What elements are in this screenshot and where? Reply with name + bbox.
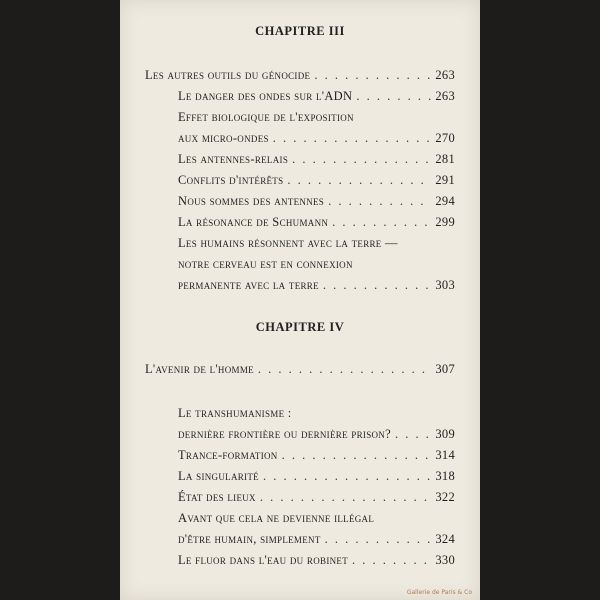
book-page: [120, 0, 480, 600]
toc-entry-title: État des lieux: [178, 490, 256, 504]
toc-entry-title: Les autres outils du génocide: [145, 68, 311, 82]
chapter-iii-heading: CHAPITRE III: [255, 24, 345, 38]
toc-entry: [178, 553, 455, 571]
toc-entry: [178, 257, 455, 275]
toc-entry-title: La singularité: [178, 469, 259, 483]
leader-dots: [325, 532, 432, 547]
toc-entry-page: 291: [435, 173, 455, 187]
toc-entry-title: Nous sommes des antennes: [178, 194, 325, 208]
toc-entry-title: Le fluor dans l'eau du robinet: [178, 553, 349, 567]
toc-entry: [145, 68, 455, 86]
leader-dots: [314, 68, 431, 83]
toc-entry: [178, 89, 455, 107]
leader-dots: [292, 152, 431, 167]
toc-entry-page: 303: [435, 278, 455, 292]
watermark-text: Gallerie de Paris & Co: [406, 589, 472, 596]
toc-entry: [178, 194, 455, 212]
leader-dots: [263, 469, 431, 484]
toc-entry: [178, 490, 455, 508]
chapter-iv-heading: CHAPITRE IV: [255, 320, 345, 334]
toc-entry: [178, 448, 455, 466]
leader-dots: [323, 278, 431, 293]
leader-dots: [282, 448, 432, 463]
toc-entry-page: 281: [435, 152, 455, 166]
toc-entry-page: 318: [435, 469, 455, 483]
leader-dots: [395, 427, 431, 442]
toc-entry-title: Les antennes-relais: [178, 152, 289, 166]
toc-entry-title: Conflits d'intérêts: [178, 173, 284, 187]
toc-entry-page: 263: [435, 89, 455, 103]
toc-entry-title: Le transhumanisme :: [178, 406, 292, 420]
toc-entry-page: 270: [435, 131, 455, 145]
toc-entry: [178, 406, 455, 424]
toc-entry: [178, 131, 455, 149]
toc-entry-title: d'être humain, simplement: [178, 532, 321, 546]
toc-entry: [178, 511, 455, 529]
toc-entry: [178, 236, 455, 254]
toc-entry-page: 330: [435, 553, 455, 567]
toc-entry: [178, 110, 455, 128]
toc-entry: [178, 215, 455, 233]
toc-entry-page: 322: [435, 490, 455, 504]
toc-entry: [178, 469, 455, 487]
toc-entry-page: 263: [435, 68, 455, 82]
toc-entry-title: Les humains résonnent avec la terre —: [178, 236, 398, 250]
leader-dots: [273, 131, 432, 146]
leader-dots: [328, 194, 431, 209]
leader-dots: [332, 215, 431, 230]
toc-entry-page: 294: [435, 194, 455, 208]
toc-entry-title: L'avenir de l'homme: [145, 362, 254, 376]
leader-dots: [352, 553, 431, 568]
toc-entry-page: 309: [435, 427, 455, 441]
leader-dots: [356, 89, 431, 104]
toc-entry-title: Effet biologique de l'exposition: [178, 110, 354, 124]
toc-entry-title: Trance-formation: [178, 448, 278, 462]
toc-entry: [145, 362, 455, 380]
toc-entry: [178, 173, 455, 191]
toc-entry: [178, 152, 455, 170]
toc-entry-title: aux micro-ondes: [178, 131, 269, 145]
leader-dots: [258, 362, 431, 377]
toc-entry-page: 307: [435, 362, 455, 376]
toc-entry-page: 324: [435, 532, 455, 546]
toc-entry: [178, 427, 455, 445]
toc-entry-page: 299: [435, 215, 455, 229]
leader-dots: [287, 173, 431, 188]
toc-entry: [178, 278, 455, 296]
toc-entry-title: La résonance de Schumann: [178, 215, 329, 229]
toc-entry-title: permanente avec la terre: [178, 278, 319, 292]
toc-entry-title: notre cerveau est en connexion: [178, 257, 353, 271]
leader-dots: [260, 490, 431, 505]
toc-entry-page: 314: [435, 448, 455, 462]
toc-entry-title: Le danger des ondes sur l'ADN: [178, 89, 353, 103]
toc-entry-title: Avant que cela ne devienne illégal: [178, 511, 375, 525]
toc-entry-title: dernière frontière ou dernière prison?: [178, 427, 391, 441]
toc-entry: [178, 532, 455, 550]
